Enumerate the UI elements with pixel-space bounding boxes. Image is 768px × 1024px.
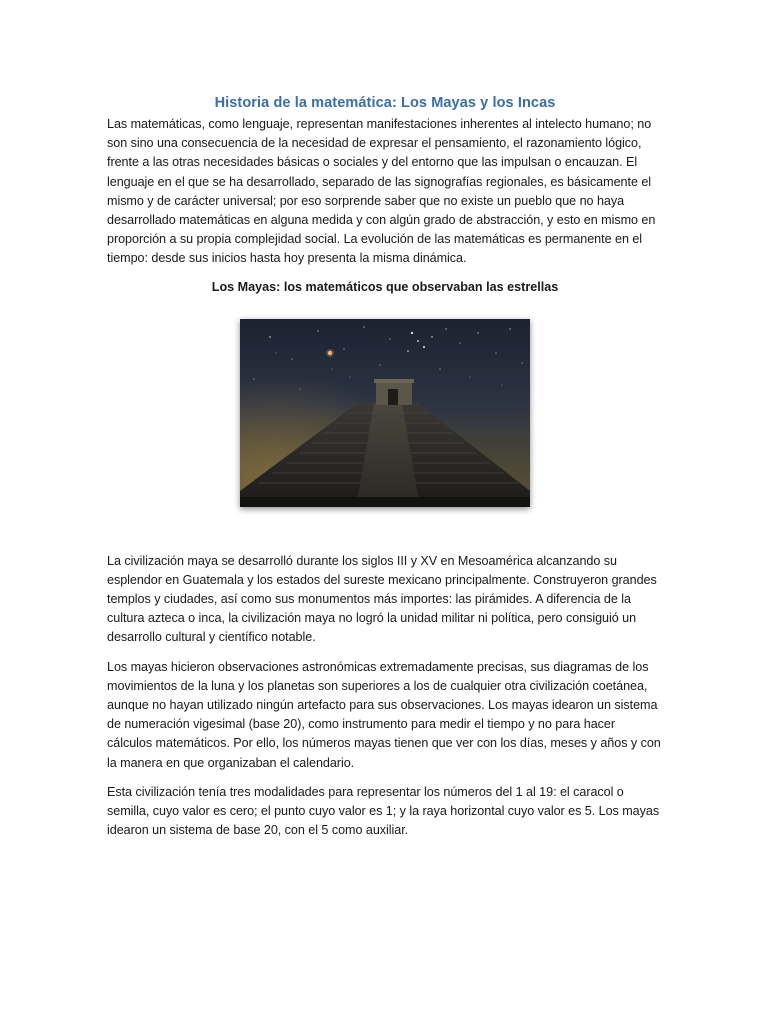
paragraph-astronomy: Los mayas hicieron observaciones astronómicas extremadamente precisas, sus diagramas de los movimientos de la luna y los planetas son superiores a los de cualquier otra civilización coetánea, aunque no hayan utilizado ningún artefacto para sus observaciones. Los mayas idearon un sistema de numeración vigesimal (base 20), como instrumento para medir el tiempo y no para hacer cálculos matemáticos. Por ello, los números mayas tienen que ver con los días, meses y años y con la manera en que organizaban el calendario.	[107, 659, 661, 770]
intro-paragraph: Las matemáticas, como lenguaje, representan manifestaciones inherentes al intelecto humano; no son sino una consecuencia de la necesidad de expresar el pensamiento, el razonamiento lógico, frente a las otras necesidades básicas o sociales y del entorno que las impulsan o encauzan. El lenguaje en el que se ha desarrollado, separado de las signografías regionales, es básicamente el mismo y de carácter universal; por eso sorprende saber que no existe un pueblo que no haya desarrollado matemáticas en alguna medida y con algún grado de abstracción, y esto en mismo en proporción a su propia complejidad social. La evolución de las matemáticas es permanente en el tiempo: desde sus inicios hasta hoy presenta la misma dinámica.	[107, 117, 656, 266]
paragraph-numbers: Esta civilización tenía tres modalidades para representar los números del 1 al 19: el caracol o semilla, cuyo valor es cero; el punto cuyo valor es 1; y la raya horizontal cuyo valor es 5. Los mayas idearon un sistema de base 20, con el 5 como auxiliar.	[107, 784, 660, 838]
pyramid-night-sky-photo	[240, 319, 530, 507]
paragraph-civilization: La civilización maya se desarrolló durante los siglos III y XV en Mesoamérica alcanzando su esplendor en Guatemala y los estados del sureste mexicano principalmente. Construyeron grandes templos y ciudades, así como sus monumentos más importes: las pirámides. A diferencia de la cultura azteca o inca, la civilización maya no logró la unidad militar ni política, pero consiguió un desarrollo cultural y científico notable.	[107, 553, 657, 645]
document-page	[107, 94, 663, 840]
figure-container	[107, 319, 663, 507]
document-title: Historia de la matemática: Los Mayas y los Incas	[214, 95, 556, 111]
section-title: Los Mayas: los matemáticos que observaban las estrellas	[211, 279, 559, 294]
